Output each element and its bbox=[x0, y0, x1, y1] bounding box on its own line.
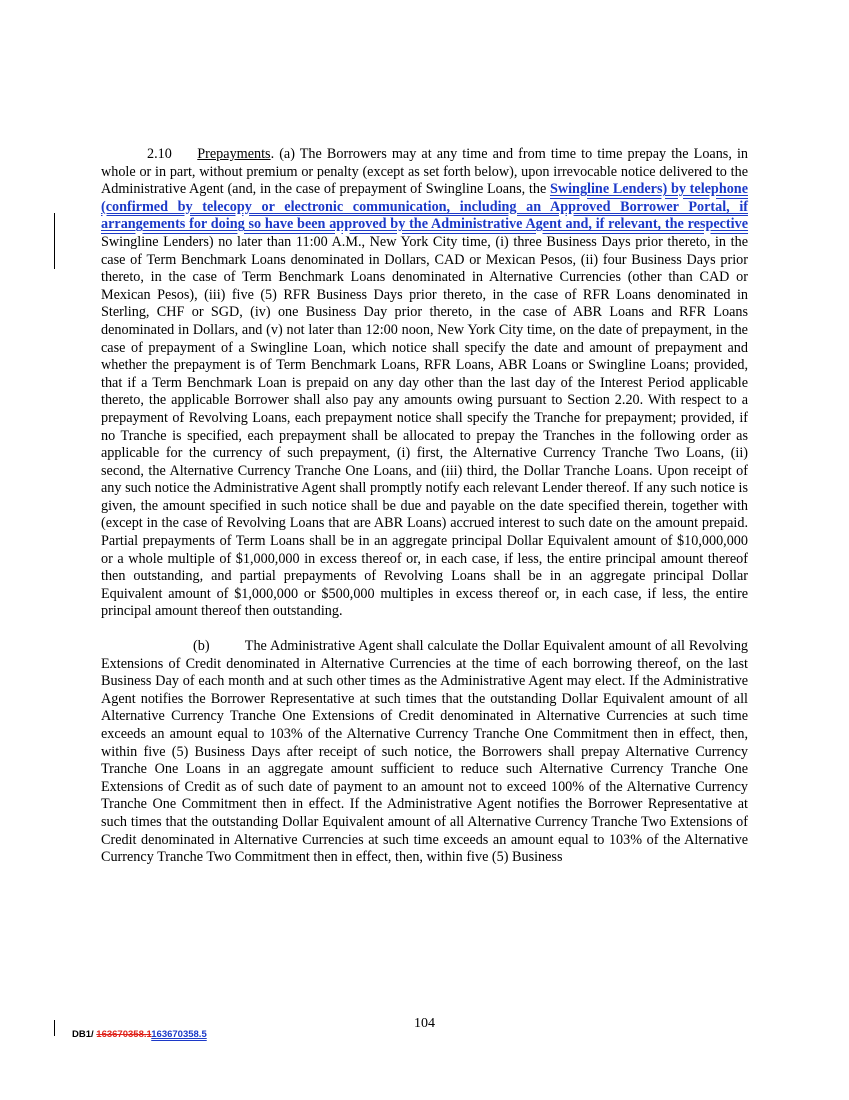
paragraph-prepayments-a bbox=[101, 146, 748, 621]
doc-id-deleted: 163670358.1 bbox=[96, 1029, 152, 1040]
doc-id-inserted: 163670358.5 bbox=[151, 1029, 207, 1040]
section-heading: Prepayments bbox=[197, 146, 271, 162]
paragraph-a-text-1: . (a) The Borrowers may at any time and from time to time prepay the Loans, in whole or in part, without premium or penalty (except as set forth below), upon irrevocable notice delivered to the Administrative Agent (and, in the case of prepayment of Swingline Loans, the bbox=[101, 146, 748, 198]
document-body bbox=[101, 146, 748, 867]
doc-id-prefix: DB1/ bbox=[72, 1029, 97, 1040]
section-number: 2.10 bbox=[147, 146, 172, 162]
change-bar-insertion bbox=[54, 213, 55, 269]
page-number: 104 bbox=[414, 1016, 435, 1031]
paragraph-prepayments-b bbox=[101, 638, 748, 867]
paragraph-b-text: The Administrative Agent shall calculate the Dollar Equivalent amount of all Revolving Extensions of Credit denominated in Alternative Currencies at the time of each borrowing thereof, on the last Business Day of each month and at such other times as the Administrative Agent may elect. If the Administrative Agent notifies the Borrower Representative at such times that the outstanding Dollar Equivalent amount of all Alternative Currency Tranche One Extensions of Credit denominated in Alternative Currencies at such time exceeds an amount equal to 103% of the Alternative Currency Tranche One Commitment then in effect, then, within five (5) Business Days after receipt of such notice, the Borrowers shall prepay Alternative Currency Tranche One Loans in an aggregate amount sufficient to reduce such Alternative Currency Tranche One Extensions of Credit as of such date of payment to an amount not to exceed 100% of the Alternative Currency Tranche One Commitment then in effect. If the Administrative Agent notifies the Borrower Representative at such times that the outstanding Dollar Equivalent amount of all Alternative Currency Tranche Two Extensions of Credit denominated in Alternative Currencies at such time exceeds an amount equal to 103% of the Alternative Currency Tranche Two Commitment then in effect, then, within five (5) Business bbox=[101, 638, 749, 866]
inserted-text: Swingline Lenders) by telephone (confirmed by telecopy or electronic communication, including an Approved Borrower Portal, if arrangements for doing so have been approved by the Administrative Agent and, if relevant, the respective bbox=[101, 181, 748, 233]
paragraph-b-label: (b) bbox=[193, 638, 210, 655]
paragraph-a-text-2: Swingline Lenders) no later than 11:00 A.M., New York City time, (i) three Business Days prior thereto, in the case of Term Benchmark Loans denominated in Dollars, CAD or Mexican Pesos, (ii) four Business Days prior thereto, in the case of Term Benchmark Loans denominated in Alternative Currencies (other than CAD or Mexican Pesos), (iii) five (5) RFR Business Days prior thereto, in the case of RFR Loans denominated in Sterling, CHF or SGD, (iv) one Business Day prior thereto, in the case of ABR Loans and RFR Loans denominated in Dollars, and (v) not later than 12:00 noon, New York City time, on the date of prepayment, in the case of prepayment of a Swingline Loan, which notice shall specify the date and amount of prepayment and whether the prepayment is of Term Benchmark Loans, RFR Loans, ABR Loans or Swingline Loans; provided, that if a Term Benchmark Loan is prepaid on any day other than the last day of the Interest Period applicable thereto, the applicable Borrower shall also pay any amounts owing pursuant to Section 2.20. With respect to a prepayment of Revolving Loans, each prepayment notice shall specify the Tranche for prepayment; provided, if no Tranche is specified, each prepayment shall be allocated to prepay the Tranches in the following order as applicable for the currency of such prepayment, (i) first, the Alternative Currency Tranche Two Loans, (ii) second, the Alternative Currency Tranche One Loans, and (iii) third, the Dollar Tranche Loans. Upon receipt of any such notice the Administrative Agent shall promptly notify each relevant Lender thereof. If any such notice is given, the amount specified in such notice shall be due and payable on the date specified therein, together with (except in the case of Revolving Loans that are ABR Loans) accrued interest to such date on the amount prepaid. Partial prepayments of Term Loans shall be in an aggregate principal Dollar Equivalent amount of $10,000,000 or a whole multiple of $1,000,000 in excess thereof or, in each case, if less, the entire principal amount thereof then outstanding, and partial prepayments of Revolving Loans shall be in an aggregate principal Dollar Equivalent amount of $1,000,000 or $500,000 multiples in excess thereof or, in each case, if less, the entire principal amount thereof then outstanding. bbox=[101, 233, 748, 620]
